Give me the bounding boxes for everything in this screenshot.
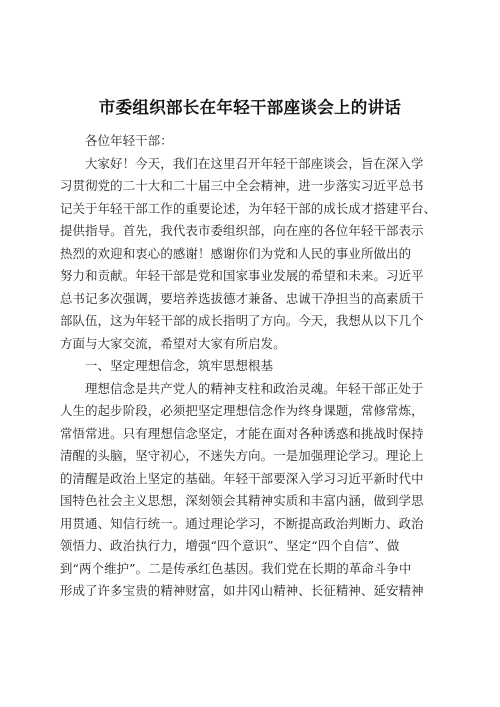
paragraph-line: 到“两个维护”。二是传承红色基因。我们党在长期的革命斗争中 (60, 560, 412, 576)
paragraph-line: 习贯彻党的二十大和二十届三中全会精神，进一步落实习近平总书 (60, 178, 424, 193)
paragraph-line: 用贯通、知信行统一。通过理论学习，不断提高政治判断力、政治 (60, 515, 424, 531)
paragraph-line: 国特色社会主义思想，深刻领会其精神实质和丰富内涵，做到学思 (60, 493, 424, 508)
paragraph-line: 努力和贡献。年轻干部是党和国家事业发展的希望和未来。习近平 (60, 268, 424, 283)
document-body (60, 130, 442, 603)
paragraph-line: 热烈的欢迎和衷心的感谢！感谢你们为党和人民的事业所做出的 (60, 245, 412, 261)
document-title: 市委组织部长在年轻干部座谈会上的讲话 (98, 98, 402, 117)
paragraph-intro (60, 153, 442, 356)
paragraph-line: 领悟力、政治执行力，增强“四个意识”、坚定“四个自信”、做 (60, 538, 400, 553)
paragraph-line: 方面与大家交流，希望对大家有所启发。 (60, 335, 286, 351)
paragraph-line: 常悟常进。只有理想信念坚定，才能在面对各种诱惑和挑战时保持 (60, 425, 424, 441)
paragraph-line: 总书记多次强调，要培养选拔德才兼备、忠诚干净担当的高素质干 (60, 290, 424, 306)
salutation: 各位年轻干部： (85, 133, 173, 148)
paragraph-line: 部队伍，这为年轻干部的成长指明了方向。今天，我想从以下几个 (60, 313, 424, 328)
paragraph-line: 形成了许多宝贵的精神财富，如井冈山精神、长征精神、延安精神 (60, 583, 424, 598)
paragraph-line: 人生的起步阶段，必须把坚定理想信念作为终身课题，常修常炼， (60, 403, 424, 418)
paragraph-line: 清醒的头脑，坚守初心，不迷失方向。一是加强理论学习。理论上 (60, 448, 424, 463)
paragraph-line: 大家好！今天，我们在这里召开年轻干部座谈会，旨在深入学 (85, 155, 424, 171)
paragraph-line: 记关于年轻干部工作的重要论述，为年轻干部的成长成才搭建平台、 (60, 200, 437, 216)
paragraph-line: 的清醒是政治上坚定的基础。年轻干部要深入学习习近平新时代中 (60, 470, 424, 486)
paragraph-section1 (60, 378, 442, 603)
paragraph-line: 理想信念是共产党人的精神支柱和政治灵魂。年轻干部正处于 (85, 380, 424, 396)
paragraph-line: 提供指导。首先，我代表市委组织部，向在座的各位年轻干部表示 (60, 223, 424, 238)
section-heading: 一、坚定理想信念，筑牢思想根基 (85, 358, 274, 373)
